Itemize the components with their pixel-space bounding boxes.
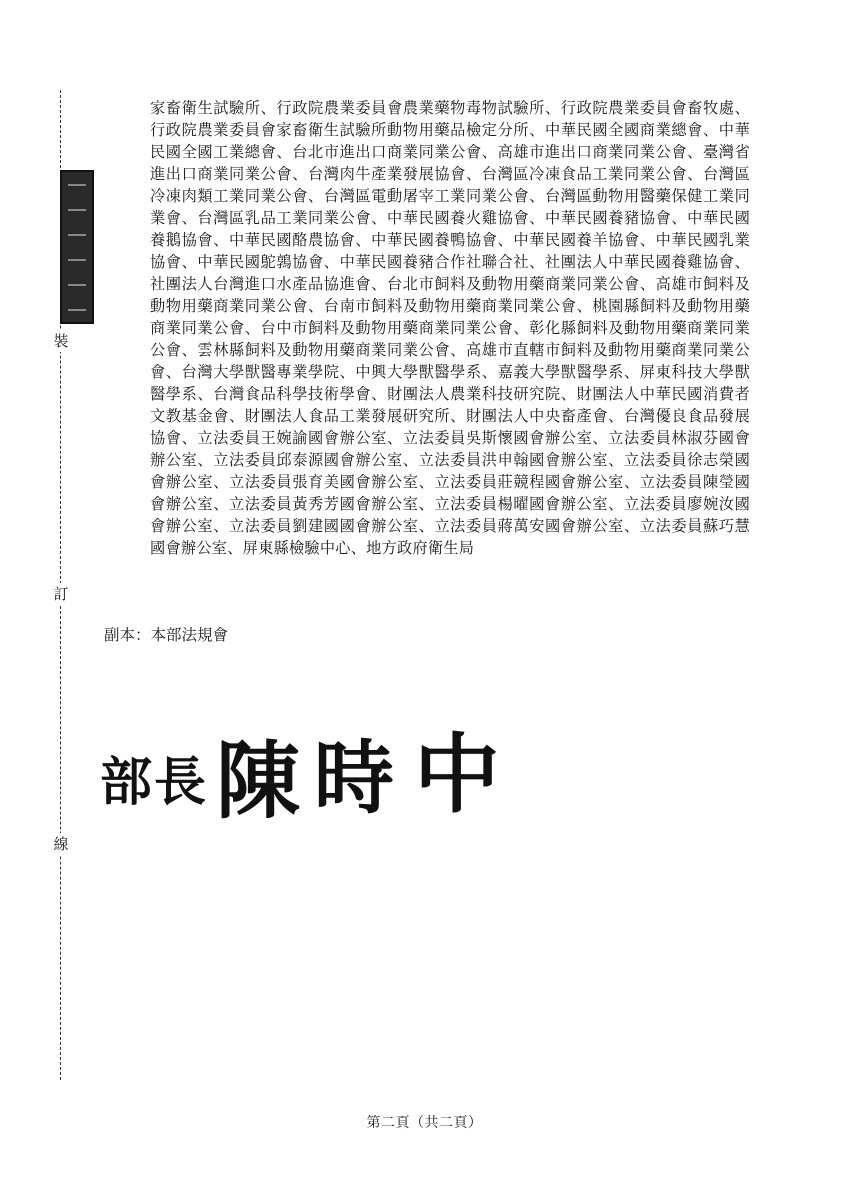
svg-text:部: 部 (100, 752, 149, 813)
recipients-list: 家畜衛生試驗所、行政院農業委員會農業藥物毒物試驗所、行政院農業委員會畜牧處、行政院農業委員會家畜衛生試驗所動物用藥品檢定分所、中華民國全國商業總會、中華民國全國工業總會、台北市進出口商業同業公會、高雄市進出口商業同業公會、臺灣省進出口商業同業公會、台灣肉牛產業發展協會、台灣區冷凍食品工業同業公會、台灣區冷凍肉類工業同業公會、台灣區電動屠宰工業同業公會、台灣區動物用醫藥保健工業同業會、台灣區乳品工業同業公會、中華民國養火雞協會、中華民國養豬協會、中華民國養鵝協會、中華民國酪農協會、中華民國養鴨協會、中華民國養羊協會、中華民國乳業協會、中華民國鴕鶉協會、中華民國養豬合作社聯合社、社團法人中華民國養雞協會、社團法人台灣進口水產品協進會、台北市飼料及動物用藥商業同業公會、高雄市飼料及動物用藥商業同業公會、台南市飼料及動物用藥商業同業公會、桃園縣飼料及動物用藥商業同業公會、台中市飼料及動物用藥商業同業公會、彰化縣飼料及動物用藥商業同業公會、雲林縣飼料及動物用藥商業同業公會、高雄市直轄市飼料及動物用藥商業同業公會、台灣大學獸醫專業學院、中興大學獸醫學系、嘉義大學獸醫學系、屏東科技大學獸醫學系、台灣食品科學技術學會、財團法人農業科技研究院、財團法人中華民國消費者文教基金會、財團法人食品工業發展研究所、財團法人中央畜產會、台灣優良食品發展協會、立法委員王婉諭國會辦公室、立法委員吳斯懷國會辦公室、立法委員林淑芬國會辦公室、立法委員邱泰源國會辦公室、立法委員洪申翰國會辦公室、立法委員徐志榮國會辦公室、立法委員張育美國會辦公室、立法委員莊競程國會辦公室、立法委員陳瑩國會辦公室、立法委員黃秀芳國會辦公室、立法委員楊曜國會辦公室、立法委員廖婉汝國會辦公室、立法委員劉建國國會辦公室、立法委員蔣萬安國會辦公室、立法委員蘇巧慧國會辦公室、屏東縣檢驗中心、地方政府衛生局 (150, 99, 750, 557)
minister-signature (96, 712, 516, 842)
copy-to-line: 副本：本部法規會 (104, 626, 229, 644)
margin-stamp (60, 170, 94, 324)
page-footer: 第二頁（共二頁） (366, 1115, 483, 1131)
svg-text:長: 長 (154, 752, 203, 813)
binding-char-xian: 線 (53, 835, 69, 853)
svg-text:中: 中 (414, 724, 500, 825)
svg-text:時: 時 (314, 731, 394, 825)
binding-char-ding: 訂 (53, 585, 69, 603)
svg-text:陳: 陳 (216, 731, 301, 830)
signature-image (96, 712, 516, 842)
binding-char-zhuang: 裝 (53, 332, 69, 350)
